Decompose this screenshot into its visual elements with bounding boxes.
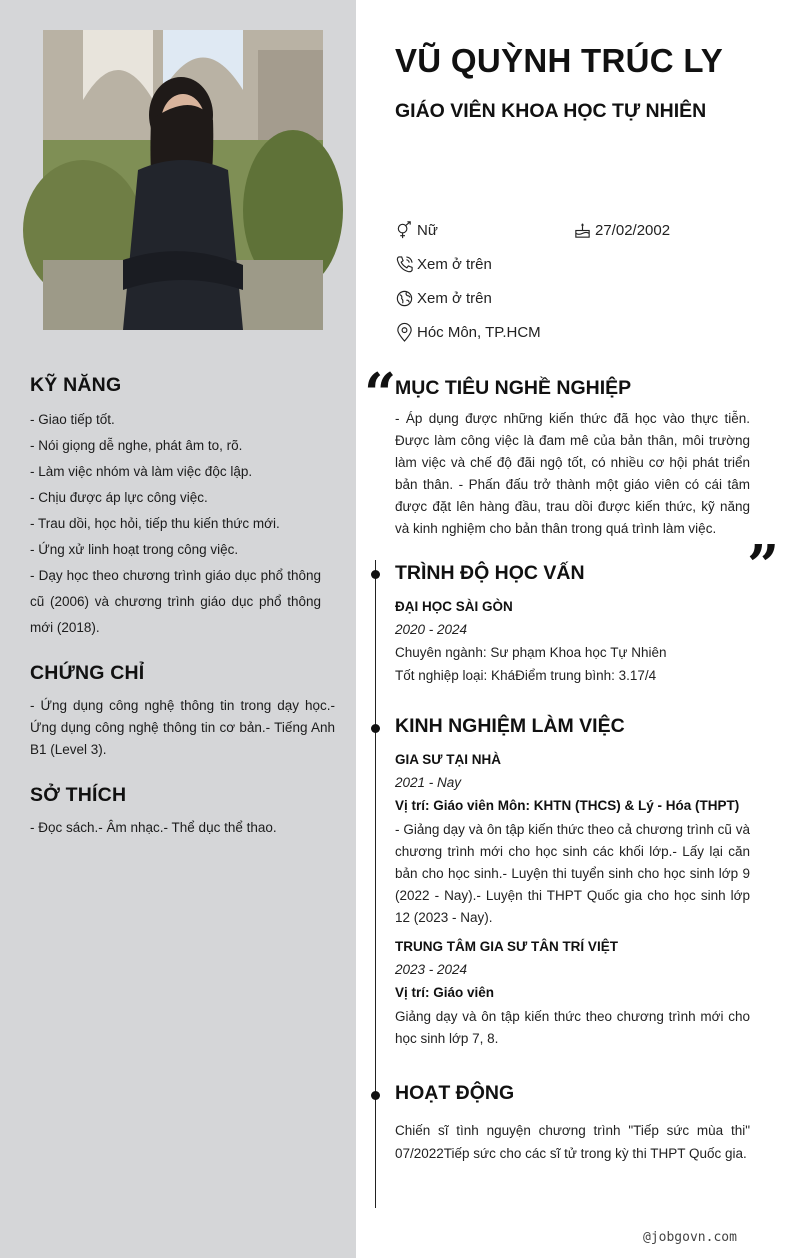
experience-section (395, 715, 750, 1050)
job-description: - Giảng dạy và ôn tập kiến thức theo cả chương trình cũ và chương trình mới cho học sinh các khối lớp.- Lấy lại căn bản cho học sinh.- Luyện thi tuyển sinh cho học sinh lớp 9 (2022 - Nay).- Luyện thi THPT Quốc gia cho học sinh lớp 12 (2023 - Nay). (395, 822, 750, 925)
phone-value: Xem ở trên (417, 256, 492, 273)
address-row (395, 323, 541, 342)
cake-icon (573, 221, 592, 240)
gender-row (395, 221, 438, 240)
timeline-dot (371, 1091, 380, 1100)
timeline-dot (371, 724, 380, 733)
education-title: TRÌNH ĐỘ HỌC VẤN (395, 562, 585, 584)
quote-close-icon: ” (747, 533, 780, 599)
skills-title: KỸ NĂNG (30, 374, 122, 396)
gender-value: Nữ (417, 222, 438, 239)
website-row (395, 289, 492, 308)
hobbies-section (30, 784, 335, 839)
education-section (395, 562, 750, 683)
birthdate-value: 27/02/2002 (595, 222, 671, 239)
education-major: Chuyên ngành: Sư phạm Khoa học Tự Nhiên (395, 645, 667, 660)
job-org: TRUNG TÂM GIA SƯ TÂN TRÍ VIỆT (395, 939, 618, 954)
address-value: Hóc Môn, TP.HCM (417, 324, 541, 341)
gender-icon (395, 221, 414, 240)
hobbies-text: - Đọc sách.- Âm nhạc.- Thể dục thể thao. (30, 820, 277, 835)
list-item: - Trau dồi, học hỏi, tiếp thu kiến thức mới. (30, 516, 280, 531)
job-title: GIÁO VIÊN KHOA HỌC TỰ NHIÊN (395, 100, 707, 122)
website-value: Xem ở trên (417, 290, 492, 307)
hobbies-title: SỞ THÍCH (30, 784, 127, 806)
objective-title: MỤC TIÊU NGHỀ NGHIỆP (395, 377, 632, 399)
education-result: Tốt nghiệp loại: KháĐiểm trung bình: 3.17/4 (395, 668, 657, 683)
list-item: - Làm việc nhóm và làm việc độc lập. (30, 464, 253, 479)
activities-section (395, 1082, 750, 1165)
certificates-text: - Ứng dụng công nghệ thông tin trong dạy học.- Ứng dụng công nghệ thông tin cơ bản.- Tiếng Anh B1 (Level 3). (30, 698, 335, 757)
list-item: - Nói giọng dễ nghe, phát âm to, rõ. (30, 438, 243, 453)
activities-title: HOẠT ĐỘNG (395, 1082, 515, 1104)
birthdate-row (573, 221, 670, 240)
job-position: Vị trí: Giáo viên Môn: KHTN (THCS) & Lý - Hóa (THPT) (395, 798, 740, 813)
objective-text: - Áp dụng được những kiến thức đã học vào thực tiễn. Được làm công việc là đam mê của bản thân, môi trường làm việc và chế độ đãi ngộ tốt, có nhiều cơ hội phát triển bản thân. - Phấn đấu trở thành một giáo viên có cái tâm được đặt lên hàng đầu, trau dồi được kiến thức, kỹ năng và kinh nghiệm cho bản thân trong quá trình làm việc. (395, 411, 750, 536)
certificates-section (30, 662, 335, 761)
skills-section (30, 374, 335, 641)
school-name: ĐẠI HỌC SÀI GÒN (395, 599, 513, 614)
objective-section (395, 377, 750, 540)
location-pin-icon (395, 323, 414, 342)
certificates-title: CHỨNG CHỈ (30, 662, 145, 684)
job-org: GIA SƯ TẠI NHÀ (395, 752, 501, 767)
skills-list (30, 407, 321, 641)
job-position: Vị trí: Giáo viên (395, 985, 495, 1000)
globe-icon (395, 289, 414, 308)
list-item: - Dạy học theo chương trình giáo dục phổ thông cũ (2006) và chương trình giáo dục phổ thông mới (2018). (30, 568, 321, 635)
education-period: 2020 - 2024 (395, 622, 468, 637)
phone-icon (395, 255, 414, 274)
job-period: 2023 - 2024 (395, 962, 468, 977)
experience-title: KINH NGHIỆM LÀM VIỆC (395, 715, 625, 737)
timeline-dot (371, 570, 380, 579)
job-period: 2021 - Nay (395, 775, 462, 790)
profile-photo (43, 30, 323, 330)
list-item: - Ứng xử linh hoạt trong công việc. (30, 542, 239, 557)
list-item: - Chịu được áp lực công việc. (30, 490, 208, 505)
timeline-line (375, 560, 376, 1208)
phone-row (395, 255, 492, 274)
candidate-name: VŨ QUỲNH TRÚC LY (395, 42, 724, 79)
activities-text: Chiến sĩ tình nguyện chương trình "Tiếp sức mùa thi" 07/2022Tiếp sức cho các sĩ tử trong kỳ thi THPT Quốc gia. (395, 1123, 750, 1161)
watermark: @jobgovn.com (643, 1230, 737, 1245)
job-description: Giảng dạy và ôn tập kiến thức theo chương trình mới cho học sinh lớp 7, 8. (395, 1009, 750, 1046)
list-item: - Giao tiếp tốt. (30, 412, 115, 427)
quote-open-icon: “ (364, 361, 397, 427)
